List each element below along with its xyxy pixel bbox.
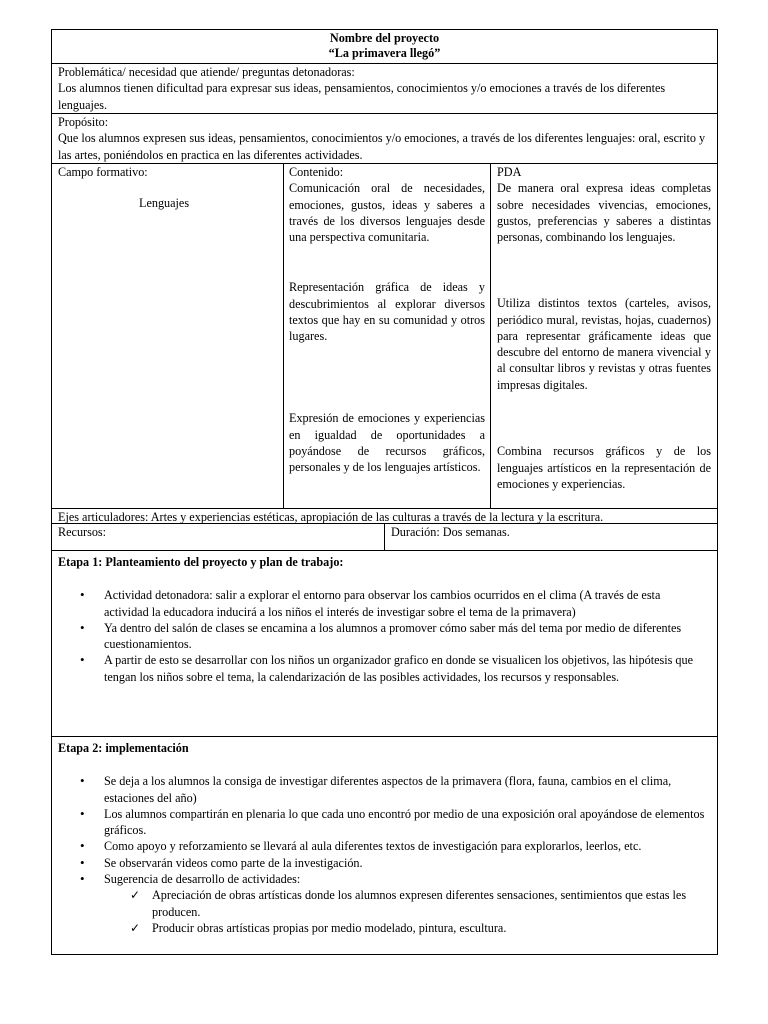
etapa1-list: [52, 587, 717, 685]
recursos-cell: [52, 524, 385, 550]
list-item: • Se deja a los alumnos la consiga de investigar diferentes aspectos de la primavera (flora, fauna, cambios en el clima, estaciones del año): [104, 773, 707, 806]
project-document: [51, 29, 718, 955]
pda-item: Combina recursos gráficos y de los lenguajes artísticos en la representación de emociones y experiencias.: [497, 444, 711, 491]
sub-list-item: [130, 920, 707, 936]
list-item: • Los alumnos compartirán en plenaria lo que cada uno encontró por medio de una exposición oral apoyándose de elementos gráficos.: [104, 806, 707, 839]
etapa1-cell: [51, 551, 718, 737]
problematica-text: Los alumnos tienen dificultad para expresar sus ideas, pensamientos, conocimientos y/o emociones a través de los diferentes lenguajes.: [58, 81, 666, 112]
sub-list-item: [130, 887, 707, 920]
campo-formativo-cell: [52, 164, 284, 508]
list-item: • Actividad detonadora: salir a explorar el entorno para observar los cambios ocurridos en el clima (A través de esta actividad la educadora inducirá a los niños el interés de investigar sobre el tema de la primavera): [104, 587, 707, 620]
proposito-cell: [51, 114, 718, 164]
proposito-label: Propósito:: [58, 115, 109, 129]
etapa2-sublist: [52, 887, 717, 936]
etapa2-list: [52, 773, 717, 887]
duracion-text: Duración: Dos semanas.: [391, 525, 510, 539]
sub-list-item-text: Apreciación de obras artísticas donde los alumnos expresen diferentes sensaciones, sentimientos que estas les producen.: [152, 888, 687, 919]
check-icon: ✓: [130, 888, 141, 903]
contenido-item: Expresión de emociones y experiencias en igualdad de oportunidades a poyándose de recursos gráficos, personales y de los lenguajes artísticos.: [289, 411, 485, 475]
sub-list-item-text: Producir obras artísticas propias por medio modelado, pintura, escultura.: [152, 920, 507, 935]
list-item: • Se observarán videos como parte de la investigación.: [104, 855, 707, 871]
ejes-cell: [51, 509, 718, 524]
etapa2-cell: [51, 737, 718, 955]
campo-formativo-value: Lenguajes: [139, 196, 190, 210]
pda-item: Utiliza distintos textos (carteles, avisos, periódico mural, revistas, hojas, cuadernos) para representar gráficamente ideas que descubre del entorno de manera vivencial y al consultar libros y revistas y otras fuentes impresas digitales.: [497, 296, 711, 392]
campo-formativo-table: [51, 164, 718, 509]
ejes-text: Ejes articuladores: Artes y experiencias estéticas, apropiación de las culturas a través de la lectura y la escritura.: [58, 510, 604, 524]
etapa1-title: Etapa 1: Planteamiento del proyecto y plan de trabajo:: [58, 555, 344, 569]
contenido-label: Contenido:: [289, 165, 344, 179]
contenido-column: [284, 164, 491, 508]
check-icon: ✓: [130, 920, 141, 935]
list-item: • Como apoyo y reforzamiento se llevará al aula diferentes textos de investigación para explorarlos, leerlos, etc.: [104, 838, 707, 854]
recursos-label: Recursos:: [58, 525, 107, 539]
pda-label: PDA: [497, 165, 522, 179]
list-item: • Sugerencia de desarrollo de actividades:: [104, 871, 707, 887]
problematica-cell: [51, 64, 718, 114]
pda-item: De manera oral expresa ideas completas sobre necesidades vivencias, emociones, gustos, preferencias y saberes a distintas personas, combinando los lenguajes.: [497, 181, 711, 245]
pda-column: [491, 164, 717, 508]
project-name-label: Nombre del proyecto: [329, 31, 440, 45]
etapa2-title: Etapa 2: implementación: [58, 741, 189, 755]
campo-formativo-label: Campo formativo:: [58, 165, 148, 179]
duracion-cell: [385, 524, 717, 550]
list-item: • A partir de esto se desarrollar con los niños un organizador grafico en donde se visualicen los objetivos, las hipótesis que tengan los niños sobre el tema, la calendarización de las posibles actividades, los recursos y responsables.: [104, 652, 707, 685]
project-title-cell: [51, 29, 718, 64]
contenido-item: Comunicación oral de necesidades, emociones, gustos, ideas y saberes a través de los diversos lenguajes desde una perspectiva comunitaria.: [289, 181, 485, 245]
project-name: “La primavera llegó”: [328, 46, 441, 61]
list-item: • Ya dentro del salón de clases se encamina a los alumnos a promover cómo saber más del tema por medio de diferentes cuestionamientos.: [104, 620, 707, 653]
proposito-text: Que los alumnos expresen sus ideas, pensamientos, conocimientos y/o emociones, a través de los diferentes lenguajes: oral, escrito y las artes, poniéndolos en practica en las diferentes actividades.: [58, 131, 706, 162]
contenido-item: Representación gráfica de ideas y descubrimientos al explorar diversos textos que hay en su comunidad y otros lugares.: [289, 280, 485, 344]
problematica-label: Problemática/ necesidad que atiende/ preguntas detonadoras:: [58, 65, 355, 79]
recursos-duracion-row: [51, 524, 718, 551]
